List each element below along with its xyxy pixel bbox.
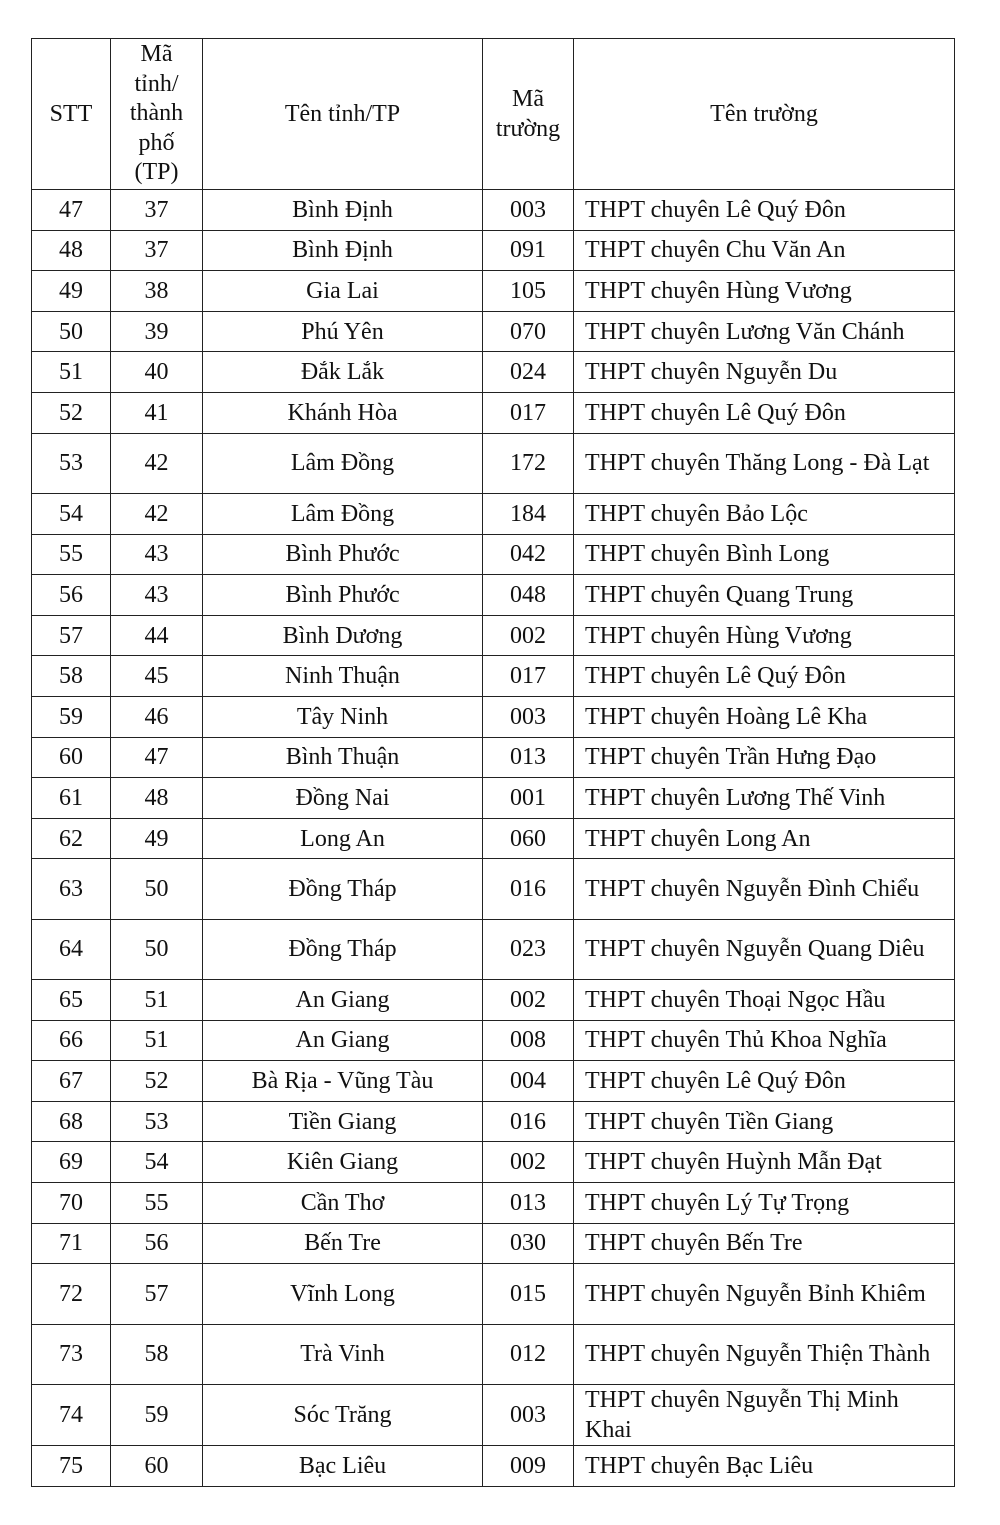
cell-province-code: 53 — [111, 1101, 203, 1142]
cell-province-code: 60 — [111, 1446, 203, 1487]
cell-stt: 66 — [32, 1020, 111, 1061]
cell-school-code: 002 — [483, 980, 574, 1021]
cell-province-name: An Giang — [203, 1020, 483, 1061]
cell-stt: 54 — [32, 493, 111, 534]
table-row — [32, 1101, 955, 1142]
cell-school-code: 009 — [483, 1446, 574, 1487]
cell-province-name: Bình Định — [203, 230, 483, 271]
cell-school-code: 001 — [483, 778, 574, 819]
cell-province-name: Bạc Liêu — [203, 1446, 483, 1487]
cell-province-code: 43 — [111, 534, 203, 575]
table-row — [32, 1264, 955, 1324]
cell-school-code: 013 — [483, 737, 574, 778]
cell-province-name: Đồng Nai — [203, 778, 483, 819]
cell-province-name: Ninh Thuận — [203, 656, 483, 697]
cell-stt: 72 — [32, 1264, 111, 1324]
cell-school-code: 023 — [483, 919, 574, 979]
cell-school-code: 003 — [483, 696, 574, 737]
cell-province-code: 56 — [111, 1223, 203, 1264]
cell-province-code: 42 — [111, 433, 203, 493]
cell-school-name: THPT chuyên Bến Tre — [574, 1223, 955, 1264]
cell-school-code: 060 — [483, 818, 574, 859]
cell-school-name: THPT chuyên Tiền Giang — [574, 1101, 955, 1142]
cell-school-name: THPT chuyên Thoại Ngọc Hầu — [574, 980, 955, 1021]
cell-school-code: 004 — [483, 1061, 574, 1102]
table-row — [32, 392, 955, 433]
table-row — [32, 534, 955, 575]
cell-province-code: 41 — [111, 392, 203, 433]
cell-stt: 52 — [32, 392, 111, 433]
cell-stt: 59 — [32, 696, 111, 737]
cell-province-code: 37 — [111, 230, 203, 271]
cell-province-name: Bình Phước — [203, 534, 483, 575]
cell-province-name: Khánh Hòa — [203, 392, 483, 433]
cell-stt: 67 — [32, 1061, 111, 1102]
cell-stt: 61 — [32, 778, 111, 819]
table-row — [32, 980, 955, 1021]
cell-province-code: 52 — [111, 1061, 203, 1102]
table-row — [32, 1183, 955, 1224]
cell-province-code: 43 — [111, 575, 203, 616]
cell-school-code: 091 — [483, 230, 574, 271]
cell-province-code: 50 — [111, 919, 203, 979]
cell-school-name: THPT chuyên Bạc Liêu — [574, 1446, 955, 1487]
cell-province-name: Tiền Giang — [203, 1101, 483, 1142]
cell-province-name: Bình Dương — [203, 615, 483, 656]
cell-stt: 57 — [32, 615, 111, 656]
cell-school-code: 003 — [483, 190, 574, 231]
cell-school-name: THPT chuyên Trần Hưng Đạo — [574, 737, 955, 778]
cell-province-code: 39 — [111, 311, 203, 352]
cell-province-code: 45 — [111, 656, 203, 697]
cell-stt: 62 — [32, 818, 111, 859]
cell-stt: 51 — [32, 352, 111, 393]
table-row — [32, 919, 955, 979]
cell-school-code: 008 — [483, 1020, 574, 1061]
cell-province-code: 50 — [111, 859, 203, 919]
table-row — [32, 696, 955, 737]
cell-school-code: 030 — [483, 1223, 574, 1264]
cell-school-code: 042 — [483, 534, 574, 575]
cell-province-name: Trà Vinh — [203, 1324, 483, 1384]
cell-province-name: Bình Phước — [203, 575, 483, 616]
cell-school-code: 016 — [483, 859, 574, 919]
table-row — [32, 778, 955, 819]
cell-province-code: 49 — [111, 818, 203, 859]
cell-stt: 69 — [32, 1142, 111, 1183]
table-row — [32, 615, 955, 656]
cell-province-name: Tây Ninh — [203, 696, 483, 737]
cell-school-name: THPT chuyên Thăng Long - Đà Lạt — [574, 433, 955, 493]
cell-school-code: 002 — [483, 615, 574, 656]
cell-school-code: 017 — [483, 656, 574, 697]
cell-province-name: Lâm Đồng — [203, 433, 483, 493]
cell-school-name: THPT chuyên Thủ Khoa Nghĩa — [574, 1020, 955, 1061]
table-row — [32, 859, 955, 919]
cell-school-name: THPT chuyên Nguyễn Thị Minh Khai — [574, 1385, 955, 1446]
table-row — [32, 1385, 955, 1446]
cell-stt: 64 — [32, 919, 111, 979]
table-row — [32, 311, 955, 352]
cell-province-name: Lâm Đồng — [203, 493, 483, 534]
cell-school-code: 016 — [483, 1101, 574, 1142]
table-row — [32, 352, 955, 393]
cell-school-name: THPT chuyên Bảo Lộc — [574, 493, 955, 534]
cell-province-name: Bà Rịa - Vũng Tàu — [203, 1061, 483, 1102]
cell-school-code: 003 — [483, 1385, 574, 1446]
cell-province-name: An Giang — [203, 980, 483, 1021]
cell-school-code: 172 — [483, 433, 574, 493]
cell-school-name: THPT chuyên Lý Tự Trọng — [574, 1183, 955, 1224]
cell-province-code: 55 — [111, 1183, 203, 1224]
table-row — [32, 230, 955, 271]
table-row — [32, 1142, 955, 1183]
cell-school-name: THPT chuyên Nguyễn Quang Diêu — [574, 919, 955, 979]
cell-stt: 58 — [32, 656, 111, 697]
cell-school-name: THPT chuyên Nguyễn Đình Chiểu — [574, 859, 955, 919]
cell-stt: 49 — [32, 271, 111, 312]
cell-province-code: 48 — [111, 778, 203, 819]
cell-school-name: THPT chuyên Huỳnh Mẫn Đạt — [574, 1142, 955, 1183]
cell-school-code: 002 — [483, 1142, 574, 1183]
cell-stt: 48 — [32, 230, 111, 271]
cell-province-code: 47 — [111, 737, 203, 778]
cell-province-code: 46 — [111, 696, 203, 737]
cell-province-code: 42 — [111, 493, 203, 534]
table-header-row — [32, 39, 955, 190]
cell-stt: 60 — [32, 737, 111, 778]
table-row — [32, 1020, 955, 1061]
cell-province-code: 59 — [111, 1385, 203, 1446]
cell-province-name: Long An — [203, 818, 483, 859]
table-row — [32, 737, 955, 778]
table-body — [32, 190, 955, 1487]
table-row — [32, 493, 955, 534]
cell-province-code: 38 — [111, 271, 203, 312]
cell-school-code: 015 — [483, 1264, 574, 1324]
cell-school-name: THPT chuyên Bình Long — [574, 534, 955, 575]
cell-school-name: THPT chuyên Lương Thế Vinh — [574, 778, 955, 819]
cell-province-name: Bình Định — [203, 190, 483, 231]
cell-stt: 53 — [32, 433, 111, 493]
cell-stt: 75 — [32, 1446, 111, 1487]
table-row — [32, 818, 955, 859]
cell-province-name: Bến Tre — [203, 1223, 483, 1264]
cell-school-name: THPT chuyên Lê Quý Đôn — [574, 656, 955, 697]
cell-school-code: 017 — [483, 392, 574, 433]
table-row — [32, 1324, 955, 1384]
cell-stt: 65 — [32, 980, 111, 1021]
cell-school-name: THPT chuyên Lê Quý Đôn — [574, 190, 955, 231]
header-stt: STT — [32, 39, 111, 190]
cell-province-name: Cần Thơ — [203, 1183, 483, 1224]
cell-province-code: 51 — [111, 980, 203, 1021]
header-school-code: Mã trường — [483, 39, 574, 190]
cell-stt: 56 — [32, 575, 111, 616]
table-row — [32, 656, 955, 697]
cell-school-name: THPT chuyên Long An — [574, 818, 955, 859]
cell-stt: 63 — [32, 859, 111, 919]
cell-province-code: 58 — [111, 1324, 203, 1384]
cell-province-name: Phú Yên — [203, 311, 483, 352]
cell-school-code: 070 — [483, 311, 574, 352]
cell-stt: 70 — [32, 1183, 111, 1224]
header-province-code: Mã tỉnh/ thành phố (TP) — [111, 39, 203, 190]
cell-province-code: 57 — [111, 1264, 203, 1324]
cell-school-code: 012 — [483, 1324, 574, 1384]
cell-school-name: THPT chuyên Lê Quý Đôn — [574, 1061, 955, 1102]
schools-table — [31, 38, 955, 1487]
header-province-name: Tên tỉnh/TP — [203, 39, 483, 190]
cell-stt: 50 — [32, 311, 111, 352]
table-row — [32, 1446, 955, 1487]
cell-school-name: THPT chuyên Lương Văn Chánh — [574, 311, 955, 352]
cell-school-code: 105 — [483, 271, 574, 312]
cell-stt: 74 — [32, 1385, 111, 1446]
cell-stt: 68 — [32, 1101, 111, 1142]
cell-school-code: 184 — [483, 493, 574, 534]
cell-province-code: 54 — [111, 1142, 203, 1183]
cell-province-name: Đồng Tháp — [203, 919, 483, 979]
cell-school-name: THPT chuyên Nguyễn Bỉnh Khiêm — [574, 1264, 955, 1324]
cell-province-code: 44 — [111, 615, 203, 656]
cell-province-name: Đồng Tháp — [203, 859, 483, 919]
cell-province-name: Kiên Giang — [203, 1142, 483, 1183]
cell-school-name: THPT chuyên Nguyễn Du — [574, 352, 955, 393]
cell-province-code: 40 — [111, 352, 203, 393]
header-school-name: Tên trường — [574, 39, 955, 190]
cell-province-name: Bình Thuận — [203, 737, 483, 778]
cell-province-name: Sóc Trăng — [203, 1385, 483, 1446]
cell-school-name: THPT chuyên Hùng Vương — [574, 615, 955, 656]
table-row — [32, 190, 955, 231]
cell-stt: 73 — [32, 1324, 111, 1384]
cell-school-name: THPT chuyên Hoàng Lê Kha — [574, 696, 955, 737]
cell-school-name: THPT chuyên Quang Trung — [574, 575, 955, 616]
table-row — [32, 575, 955, 616]
cell-province-name: Đắk Lắk — [203, 352, 483, 393]
cell-school-name: THPT chuyên Hùng Vương — [574, 271, 955, 312]
cell-stt: 55 — [32, 534, 111, 575]
cell-province-code: 51 — [111, 1020, 203, 1061]
cell-school-name: THPT chuyên Nguyễn Thiện Thành — [574, 1324, 955, 1384]
cell-stt: 71 — [32, 1223, 111, 1264]
table-row — [32, 1223, 955, 1264]
cell-stt: 47 — [32, 190, 111, 231]
table-row — [32, 271, 955, 312]
cell-province-name: Vĩnh Long — [203, 1264, 483, 1324]
cell-school-code: 048 — [483, 575, 574, 616]
cell-school-name: THPT chuyên Lê Quý Đôn — [574, 392, 955, 433]
cell-province-name: Gia Lai — [203, 271, 483, 312]
cell-school-code: 024 — [483, 352, 574, 393]
cell-school-name: THPT chuyên Chu Văn An — [574, 230, 955, 271]
cell-school-code: 013 — [483, 1183, 574, 1224]
table-row — [32, 1061, 955, 1102]
cell-province-code: 37 — [111, 190, 203, 231]
table-row — [32, 433, 955, 493]
